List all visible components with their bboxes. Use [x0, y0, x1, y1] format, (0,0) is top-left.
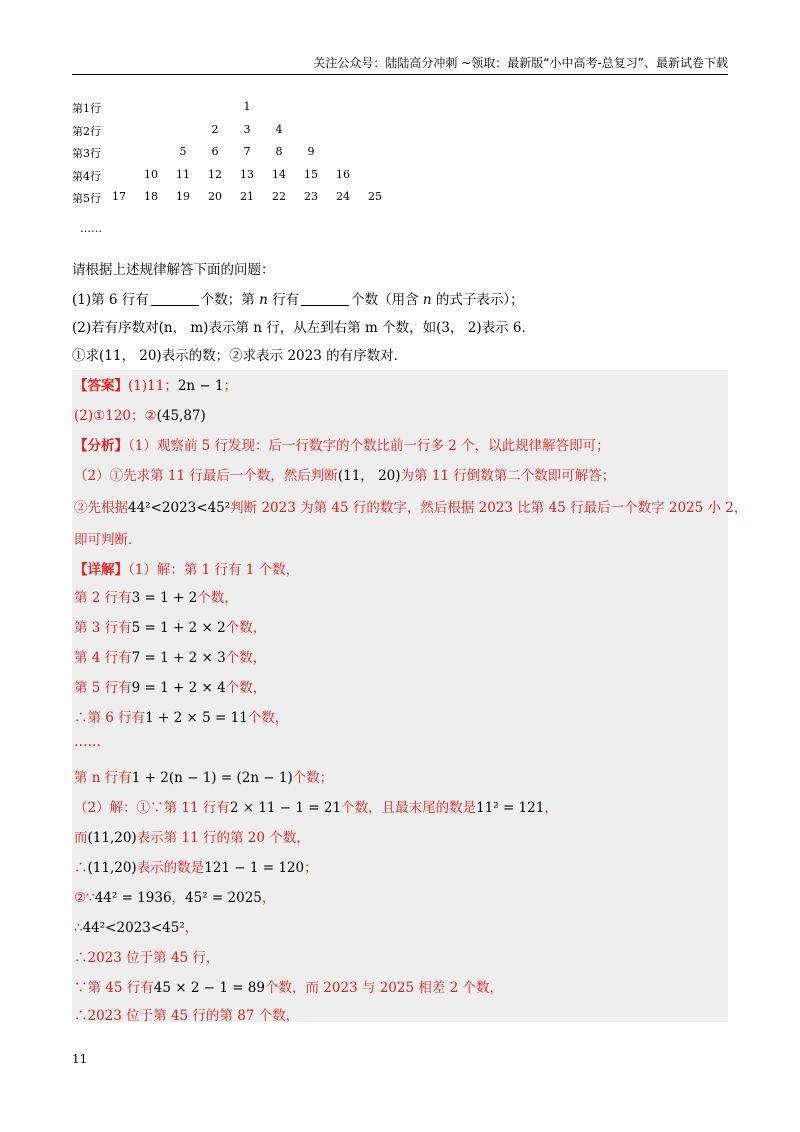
detail-formula: 7 = 1 + 2 × 3: [131, 650, 226, 666]
q1-var-n2: n: [422, 292, 432, 308]
detail-text: 第 5 行有: [74, 680, 132, 696]
analysis-line-4: 即可判断．: [74, 532, 142, 548]
detail-formula: (11,20): [87, 860, 137, 876]
detail-text: （2）解：①∵第 11 行有: [74, 800, 230, 816]
detail-line-13: ∴2023 位于第 45 行，: [74, 950, 220, 966]
triangle-row-label: 第3行: [72, 147, 101, 160]
q1-part-e: 的式子表示）；: [435, 292, 524, 308]
triangle-number: 20: [208, 190, 222, 203]
triangle-number: 7: [243, 145, 251, 158]
triangle-number: 19: [176, 190, 190, 203]
question-intro: 请根据上述规律解答下面的问题：: [72, 262, 275, 278]
detail-line-6: [74, 706, 288, 726]
detail-formula: 5 = 1 + 2 × 2: [131, 620, 226, 636]
answer-box: [72, 370, 748, 1024]
analysis-tag: 【分析】: [74, 438, 128, 454]
triangle-number: 22: [272, 190, 286, 203]
triangle-number: 2: [211, 122, 219, 136]
triangle-number: 11: [176, 167, 190, 181]
detail-text: ，: [171, 890, 186, 906]
detail-text: 个数，: [225, 680, 267, 696]
triangle-number: 8: [275, 145, 283, 158]
detail-formula: (11,20): [87, 830, 137, 846]
detail-text: ∴: [74, 920, 83, 936]
detail-text: ，: [184, 920, 199, 936]
answer-line-1: [74, 374, 237, 394]
triangle-number: 5: [179, 145, 187, 158]
detail-formula: 44²<2023<45²: [82, 920, 185, 936]
detail-line-5: [74, 676, 266, 696]
detail-line-3: [74, 616, 266, 636]
triangle-number: 10: [144, 167, 158, 181]
detail-text: 个数，: [225, 650, 267, 666]
detail-text: ∴第 6 行有: [74, 710, 146, 726]
analysis-line-2: [74, 464, 615, 484]
triangle-number: 23: [304, 190, 318, 203]
analysis-text-3a: ②先根据: [74, 500, 128, 516]
detail-line-2: [74, 586, 238, 606]
detail-line-12: [74, 916, 198, 936]
q1-part-d: 个数（用含: [351, 292, 419, 308]
triangle-row-label: 第1行: [72, 102, 101, 115]
detail-text: 第 n 行有: [74, 770, 132, 786]
triangle-number: 13: [240, 167, 254, 181]
detail-formula: 1 + 2(n − 1) = (2n − 1): [131, 770, 293, 786]
detail-text: 表示的数是: [136, 860, 205, 876]
answer-punct: ；: [223, 378, 238, 394]
detail-formula: 1 + 2 × 5 = 11: [145, 710, 248, 726]
triangle-row-label: 第2行: [72, 124, 101, 138]
detail-text: ，: [544, 800, 558, 816]
detail-formula: 3 = 1 + 2: [131, 590, 198, 606]
detail-text: 表示第 11 行的第 20 个数，: [136, 830, 310, 846]
header-text: 关注公众号：陆陆高分冲刺 ~领取：最新版“小中高考-总复习”、最新试卷下载: [313, 56, 728, 70]
triangle-row-label: 第5行: [72, 192, 101, 205]
answer-part-2: (2)①120；②: [74, 408, 157, 424]
detail-text: 个数，: [197, 590, 238, 606]
answer-part-1: (1)11；: [128, 378, 178, 394]
answer-pair: (45,87): [156, 408, 206, 424]
page-number: 11: [72, 1052, 88, 1066]
triangle-number: 9: [307, 145, 315, 158]
analysis-inequality: 44²<2023<45²: [128, 500, 231, 516]
detail-text: ∴: [74, 860, 88, 876]
detail-line-8: [74, 796, 558, 816]
detail-line-7: [74, 766, 333, 786]
detail-line-10: [74, 856, 318, 876]
page-header: [72, 56, 728, 75]
triangle-number: 6: [211, 145, 219, 158]
detail-line-9: [74, 826, 310, 846]
analysis-line-1: [74, 434, 610, 454]
question-2: (2)若有序数对(n， m)表示第 n 行，从左到右第 m 个数，如(3， 2)表示 6．: [72, 320, 535, 336]
triangle-number: 18: [144, 190, 158, 203]
answer-blank-2: [301, 291, 349, 306]
detail-formula: 45² = 2025: [185, 890, 262, 906]
detail-text: 第 2 行有: [74, 590, 132, 606]
q1-part-a: (1)第 6 行有: [72, 292, 149, 308]
detail-text: 而: [74, 830, 88, 846]
triangle-number: 14: [272, 167, 286, 181]
detail-text: 个数，: [225, 620, 267, 636]
detail-text: ②∵: [74, 890, 95, 906]
analysis-text-2a: （2）①先求第 11 行最后一个数，然后判断: [74, 468, 338, 484]
triangle-number: 12: [208, 167, 222, 181]
q1-part-c: 行有: [272, 292, 300, 308]
detail-text: 个数；: [292, 770, 334, 786]
detail-tag: 【详解】: [74, 562, 128, 578]
number-triangle: [72, 100, 472, 240]
detail-line-14: [74, 976, 503, 996]
analysis-text-3b: 判断 2023 为第 45 行的数字，然后根据 2023 比第 45 行最后一个数字 2025 小 2，: [230, 500, 748, 516]
detail-text: 个数，: [247, 710, 289, 726]
question-3: ①求(11， 20)表示的数；②求表示 2023 的有序数对．: [72, 348, 408, 364]
answer-blank-1: [151, 291, 199, 306]
analysis-text-1: （1）观察前 5 行发现：后一行数字的个数比前一行多 2 个，以此规律解答即可；: [128, 438, 610, 454]
detail-text: ∵第 45 行有: [74, 980, 154, 996]
triangle-number: 17: [112, 190, 126, 203]
triangle-number: 4: [275, 122, 283, 136]
detail-formula: 45 × 2 − 1 = 89: [153, 980, 265, 996]
detail-line-1: [74, 558, 299, 578]
answer-tag: 【答案】: [74, 378, 128, 394]
analysis-line-3: [74, 496, 747, 516]
triangle-number: 1: [243, 100, 251, 113]
detail-formula: 121 − 1 = 120: [204, 860, 305, 876]
q1-part-b: 个数；第: [200, 292, 255, 308]
triangle-number: 21: [240, 190, 254, 203]
triangle-number: 16: [336, 167, 350, 181]
triangle-row-label: 第4行: [72, 169, 101, 183]
detail-formula: 11² = 121: [476, 800, 545, 816]
detail-formula: 2 × 11 − 1 = 21: [229, 800, 342, 816]
detail-ellipsis: ……: [74, 734, 101, 750]
triangle-number: 15: [304, 167, 318, 181]
detail-line-15: ∴2023 位于第 45 行的第 87 个数，: [74, 1008, 300, 1024]
detail-text: 第 4 行有: [74, 650, 132, 666]
detail-formula: 9 = 1 + 2 × 4: [131, 680, 226, 696]
detail-text: ；: [304, 860, 318, 876]
detail-text: 个数，且最末尾的数是: [341, 800, 477, 816]
detail-line-4: [74, 646, 266, 666]
answer-line-2: [74, 404, 206, 424]
detail-formula: 44² = 1936: [94, 890, 172, 906]
analysis-pair: (11， 20): [337, 468, 401, 484]
detail-text: 个数，而 2023 与 2025 相差 2 个数，: [264, 980, 504, 996]
triangle-ellipsis: ……: [80, 222, 102, 235]
triangle-number: 25: [368, 190, 382, 203]
detail-line-11: [74, 886, 275, 906]
detail-text-1: （1）解：第 1 行有 1 个数，: [128, 562, 300, 578]
analysis-text-2b: 为第 11 行倒数第二个数即可解答；: [400, 468, 616, 484]
triangle-number: 24: [336, 190, 350, 203]
detail-text: ，: [261, 890, 276, 906]
detail-text: 第 3 行有: [74, 620, 132, 636]
question-1: [72, 288, 524, 308]
q1-var-n: n: [259, 292, 268, 308]
answer-formula: 2n − 1: [177, 378, 224, 394]
triangle-number: 3: [243, 122, 251, 136]
